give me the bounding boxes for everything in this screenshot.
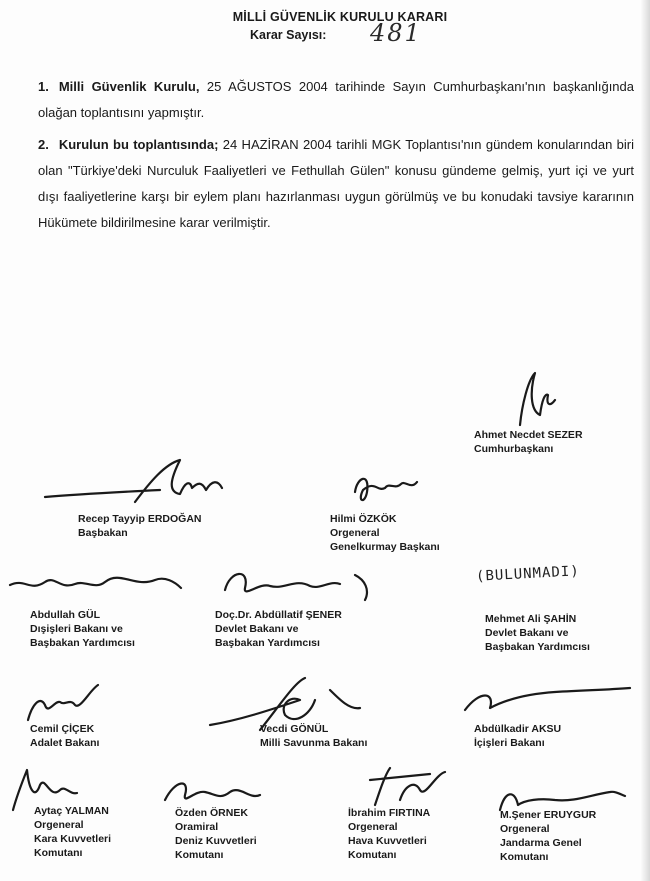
signatory-title: Genelkurmay Başkanı xyxy=(330,541,440,553)
signature-gul-scribble xyxy=(5,560,185,605)
signatory-title: Orgeneral xyxy=(34,819,84,831)
signatory-name: Hilmi ÖZKÖK xyxy=(330,513,397,525)
signature-sener-scribble xyxy=(215,560,385,605)
signatory-name: Cemil ÇİÇEK xyxy=(30,723,95,735)
paragraph-1 xyxy=(38,74,634,126)
document-title: MİLLİ GÜVENLİK KURULU KARARI xyxy=(232,10,448,24)
signatory-name: Recep Tayyip ERDOĞAN xyxy=(78,513,202,525)
decision-number-label: Karar Sayısı: xyxy=(250,28,327,42)
signatory-title: Cumhurbaşkanı xyxy=(474,443,554,455)
signature-firtina-scribble xyxy=(360,760,460,810)
signatory-title: Devlet Bakanı ve xyxy=(215,623,299,635)
signatory-title: Komutanı xyxy=(34,847,83,859)
signature-erdogan-scribble xyxy=(40,452,230,512)
signatory-title: Devlet Bakanı ve xyxy=(485,627,569,639)
signatory-title: Başbakan xyxy=(78,527,128,539)
signatory-name: M.Şener ERUYGUR xyxy=(500,809,597,821)
paragraph-lead: Milli Güvenlik Kurulu, xyxy=(58,79,200,94)
signatory-ozkok xyxy=(330,512,440,554)
signatory-title: Komutanı xyxy=(175,849,224,861)
signatory-title: Deniz Kuvvetleri xyxy=(175,835,257,847)
signatory-sener xyxy=(215,608,342,650)
paragraph-text: 24 HAZİRAN 2004 tarihli MGK Toplantısı'nın gündem konularından biri olan "Türkiye'deki Nurculuk Faaliyetleri ve Fethullah Gülen" konusu gündeme gelmiş, yurt içi ve yurt dışı faaliyetlerine karşı bir eylem planı hazırlanması uygun görülmüş ve bu konudaki tavsiye kararının Hükümete bildirilmesine karar verilmiştir. xyxy=(38,137,634,230)
signatory-title: Başbakan Yardımcısı xyxy=(485,641,590,653)
signatory-title: Jandarma Genel xyxy=(500,837,582,849)
signatory-name: Abdullah GÜL xyxy=(30,609,100,621)
signatory-name: Ahmet Necdet SEZER xyxy=(474,429,583,441)
signatory-title: Başbakan Yardımcısı xyxy=(215,637,320,649)
signatory-cicek xyxy=(30,722,99,750)
signatory-title: Oramiral xyxy=(175,821,219,833)
signatory-title: Hava Kuvvetleri xyxy=(348,835,427,847)
signatory-sahin xyxy=(485,612,590,654)
signatory-name: İbrahim FIRTINA xyxy=(348,807,431,819)
signatory-name: Abdülkadir AKSU xyxy=(474,723,562,735)
signatory-sezer xyxy=(474,428,583,456)
signatory-eruygur xyxy=(500,808,596,864)
signatory-name: Mehmet Ali ŞAHİN xyxy=(485,613,577,625)
signatory-title: Kara Kuvvetleri xyxy=(34,833,112,845)
paragraph-2 xyxy=(38,132,634,236)
signature-aksu-scribble xyxy=(455,680,635,720)
signatory-title: Adalet Bakanı xyxy=(30,737,100,749)
signatory-title: İçişleri Bakanı xyxy=(474,737,545,749)
signatory-title: Orgeneral xyxy=(330,527,380,539)
signatory-gonul xyxy=(260,722,367,750)
signature-ozkok-scribble xyxy=(345,462,425,512)
signatory-gul xyxy=(30,608,135,650)
signatory-ornek xyxy=(175,806,257,862)
signatory-firtina xyxy=(348,806,430,862)
scan-edge-shadow xyxy=(640,0,650,881)
handwritten-absent-note: (BULUNMADI) xyxy=(475,563,581,585)
signature-sezer-scribble xyxy=(500,365,570,435)
signatory-name: Özden ÖRNEK xyxy=(175,807,248,819)
signatory-name: Doç.Dr. Abdüllatif ŞENER xyxy=(215,609,342,621)
signatory-title: Orgeneral xyxy=(348,821,398,833)
paragraph-text: 25 AĞUSTOS 2004 tarihinde Sayın Cumhurbaşkanı'nın başkanlığında olağan toplantısını yapmıştır. xyxy=(38,79,634,120)
decision-number-handwritten: 481 xyxy=(370,19,422,47)
paragraph-number: 2. xyxy=(38,137,49,152)
signatory-yalman xyxy=(34,804,111,860)
signatory-name: Aytaç YALMAN xyxy=(34,805,109,817)
signatory-title: Dışişleri Bakanı ve xyxy=(30,623,123,635)
signatory-aksu xyxy=(474,722,561,750)
paragraph-lead: Kurulun bu toplantısında; xyxy=(58,137,219,152)
signatory-name: Vecdi GÖNÜL xyxy=(260,723,329,735)
signatory-erdogan xyxy=(78,512,202,540)
signatory-title: Komutanı xyxy=(348,849,397,861)
signatory-title: Başbakan Yardımcısı xyxy=(30,637,135,649)
signatory-title: Orgeneral xyxy=(500,823,550,835)
signatory-title: Komutanı xyxy=(500,851,549,863)
signatory-title: Milli Savunma Bakanı xyxy=(260,737,368,749)
paragraph-number: 1. xyxy=(38,79,49,94)
